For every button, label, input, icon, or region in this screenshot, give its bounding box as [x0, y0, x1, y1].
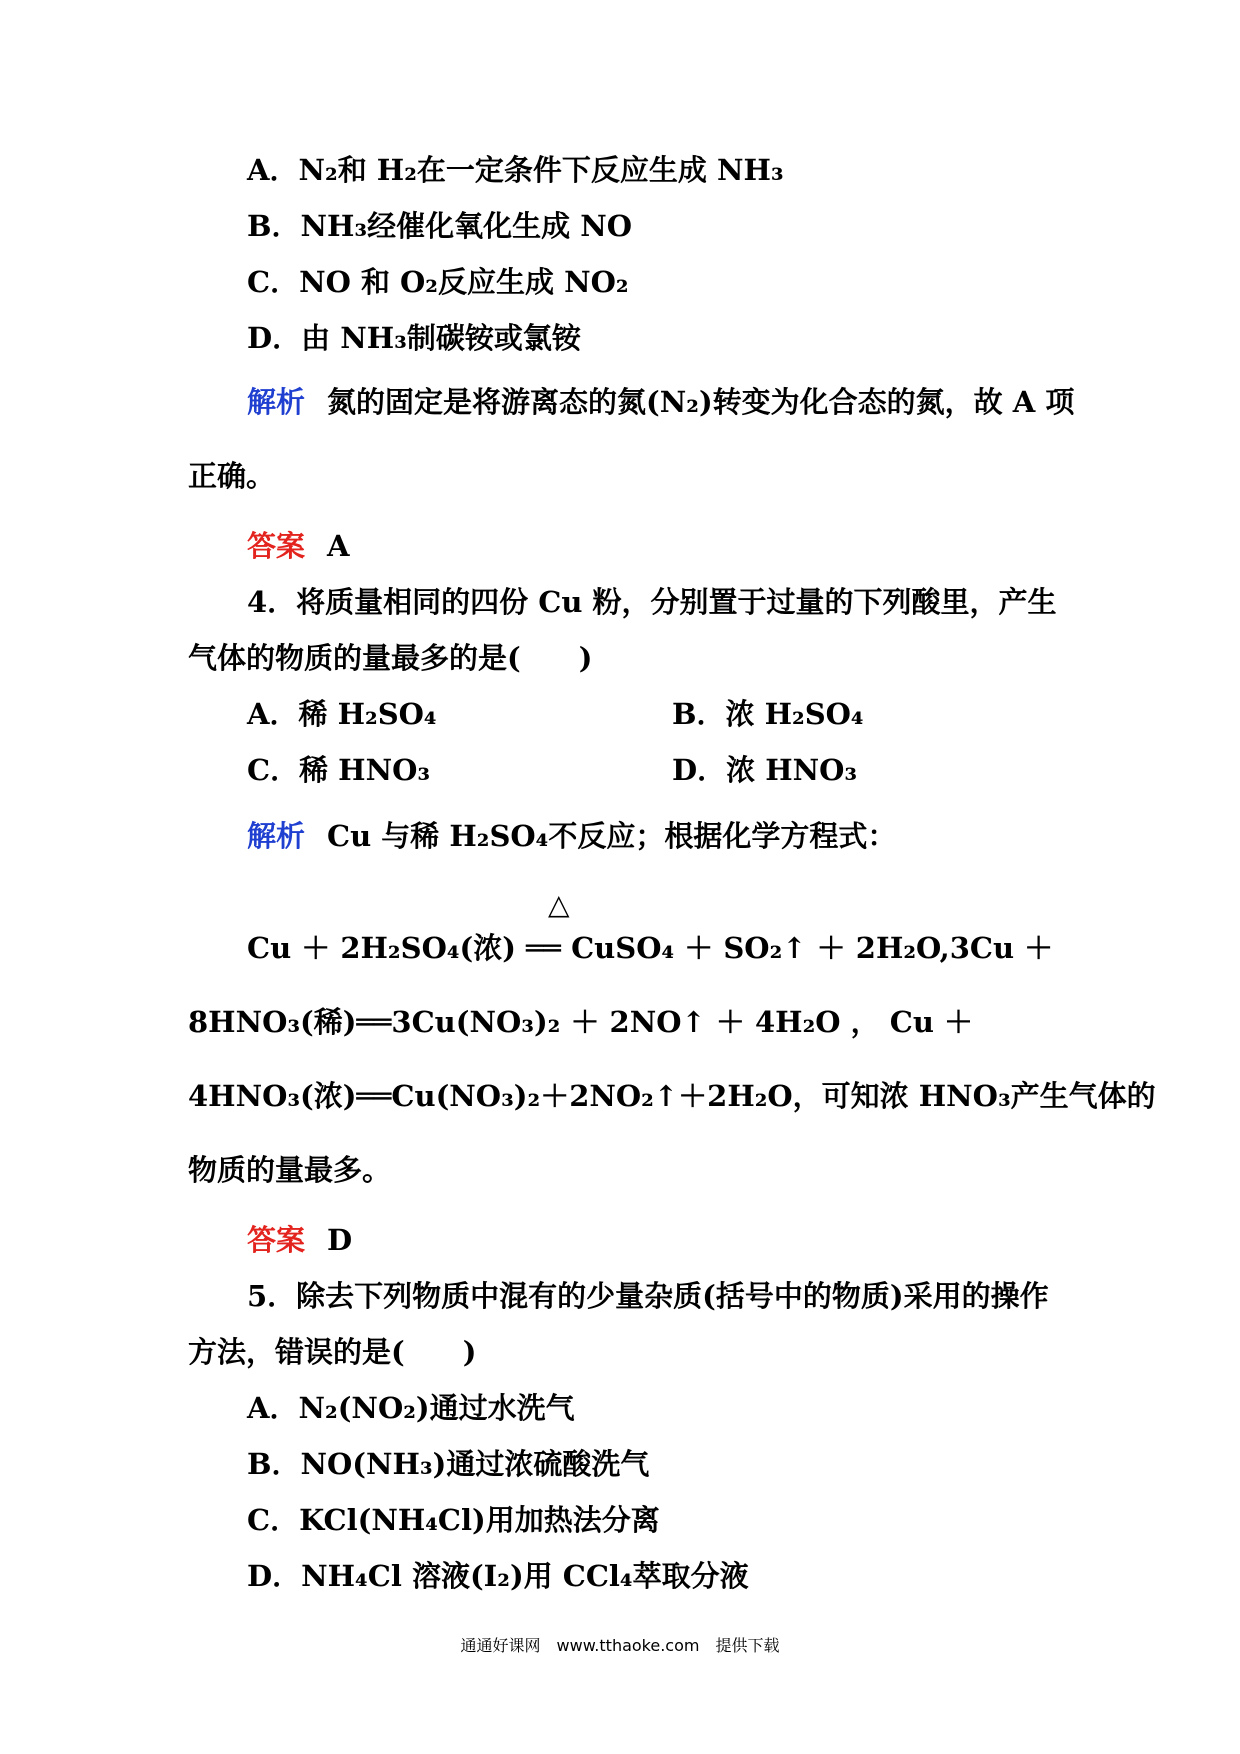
answer-value: D [327, 1223, 353, 1257]
q5-option-b: B．NO(NH₃)通过浓硫酸洗气 [247, 1447, 650, 1481]
analysis-text: Cu 与稀 H₂SO₄不反应；根据化学方程式： [327, 819, 897, 853]
q4-option-d: D．浓 HNO₃ [672, 753, 858, 787]
q4-stem-line1: 4．将质量相同的四份 Cu 粉，分别置于过量的下列酸里，产生 [247, 585, 1057, 619]
q5-stem-line2: 方法，错误的是( ) [188, 1335, 477, 1369]
analysis-text: 氮的固定是将游离态的氮(N₂)转变为化合态的氮，故 A 项 [327, 385, 1075, 419]
q3-option-d: D．由 NH₃制碳铵或氯铵 [247, 321, 581, 355]
analysis-label: 解析 [247, 819, 306, 853]
q3-analysis-line1 [247, 384, 1074, 420]
q5-option-c: C．KCl(NH₄Cl)用加热法分离 [247, 1503, 660, 1537]
q5-option-d: D．NH₄Cl 溶液(I₂)用 CCl₄萃取分液 [247, 1559, 749, 1593]
q4-option-a: A．稀 H₂SO₄ [247, 697, 437, 731]
q4-option-b: B．浓 H₂SO₄ [672, 697, 864, 731]
equation-line1: Cu ＋ 2H₂SO₄(浓) ══ CuSO₄ ＋ SO₂↑ ＋ 2H₂O,3Cu ＋ [247, 931, 1054, 965]
q4-analysis-line1 [247, 818, 896, 854]
q4-options-row1 [247, 696, 437, 732]
q3-option-a: A．N₂和 H₂在一定条件下反应生成 NH₃ [247, 153, 784, 187]
q3-answer [247, 528, 350, 564]
answer-value: A [327, 529, 350, 563]
equation-line3: 4HNO₃(浓)══Cu(NO₃)₂＋2NO₂↑＋2H₂O，可知浓 HNO₃产生气体的 [188, 1079, 1156, 1113]
heat-delta-symbol: △ [548, 888, 570, 921]
q4-answer [247, 1222, 352, 1258]
page-footer: 通通好课网 www.tthaoke.com 提供下载 [460, 1636, 780, 1655]
equation-line4: 物质的量最多。 [188, 1153, 392, 1187]
q3-analysis-line2: 正确。 [188, 459, 276, 493]
q5-option-a: A．N₂(NO₂)通过水洗气 [247, 1391, 575, 1425]
q3-option-c: C．NO 和 O₂反应生成 NO₂ [247, 265, 629, 299]
q3-option-b: B．NH₃经催化氧化生成 NO [247, 209, 632, 243]
q5-stem-line1: 5．除去下列物质中混有的少量杂质(括号中的物质)采用的操作 [247, 1279, 1049, 1313]
equation-line2: 8HNO₃(稀)══3Cu(NO₃)₂ ＋ 2NO↑ ＋ 4H₂O ， Cu ＋ [188, 1005, 973, 1039]
answer-label: 答案 [247, 529, 306, 563]
q4-stem-line2: 气体的物质的量最多的是( ) [188, 641, 593, 675]
analysis-label: 解析 [247, 385, 306, 419]
answer-label: 答案 [247, 1223, 306, 1257]
q4-option-c: C．稀 HNO₃ [247, 753, 431, 787]
